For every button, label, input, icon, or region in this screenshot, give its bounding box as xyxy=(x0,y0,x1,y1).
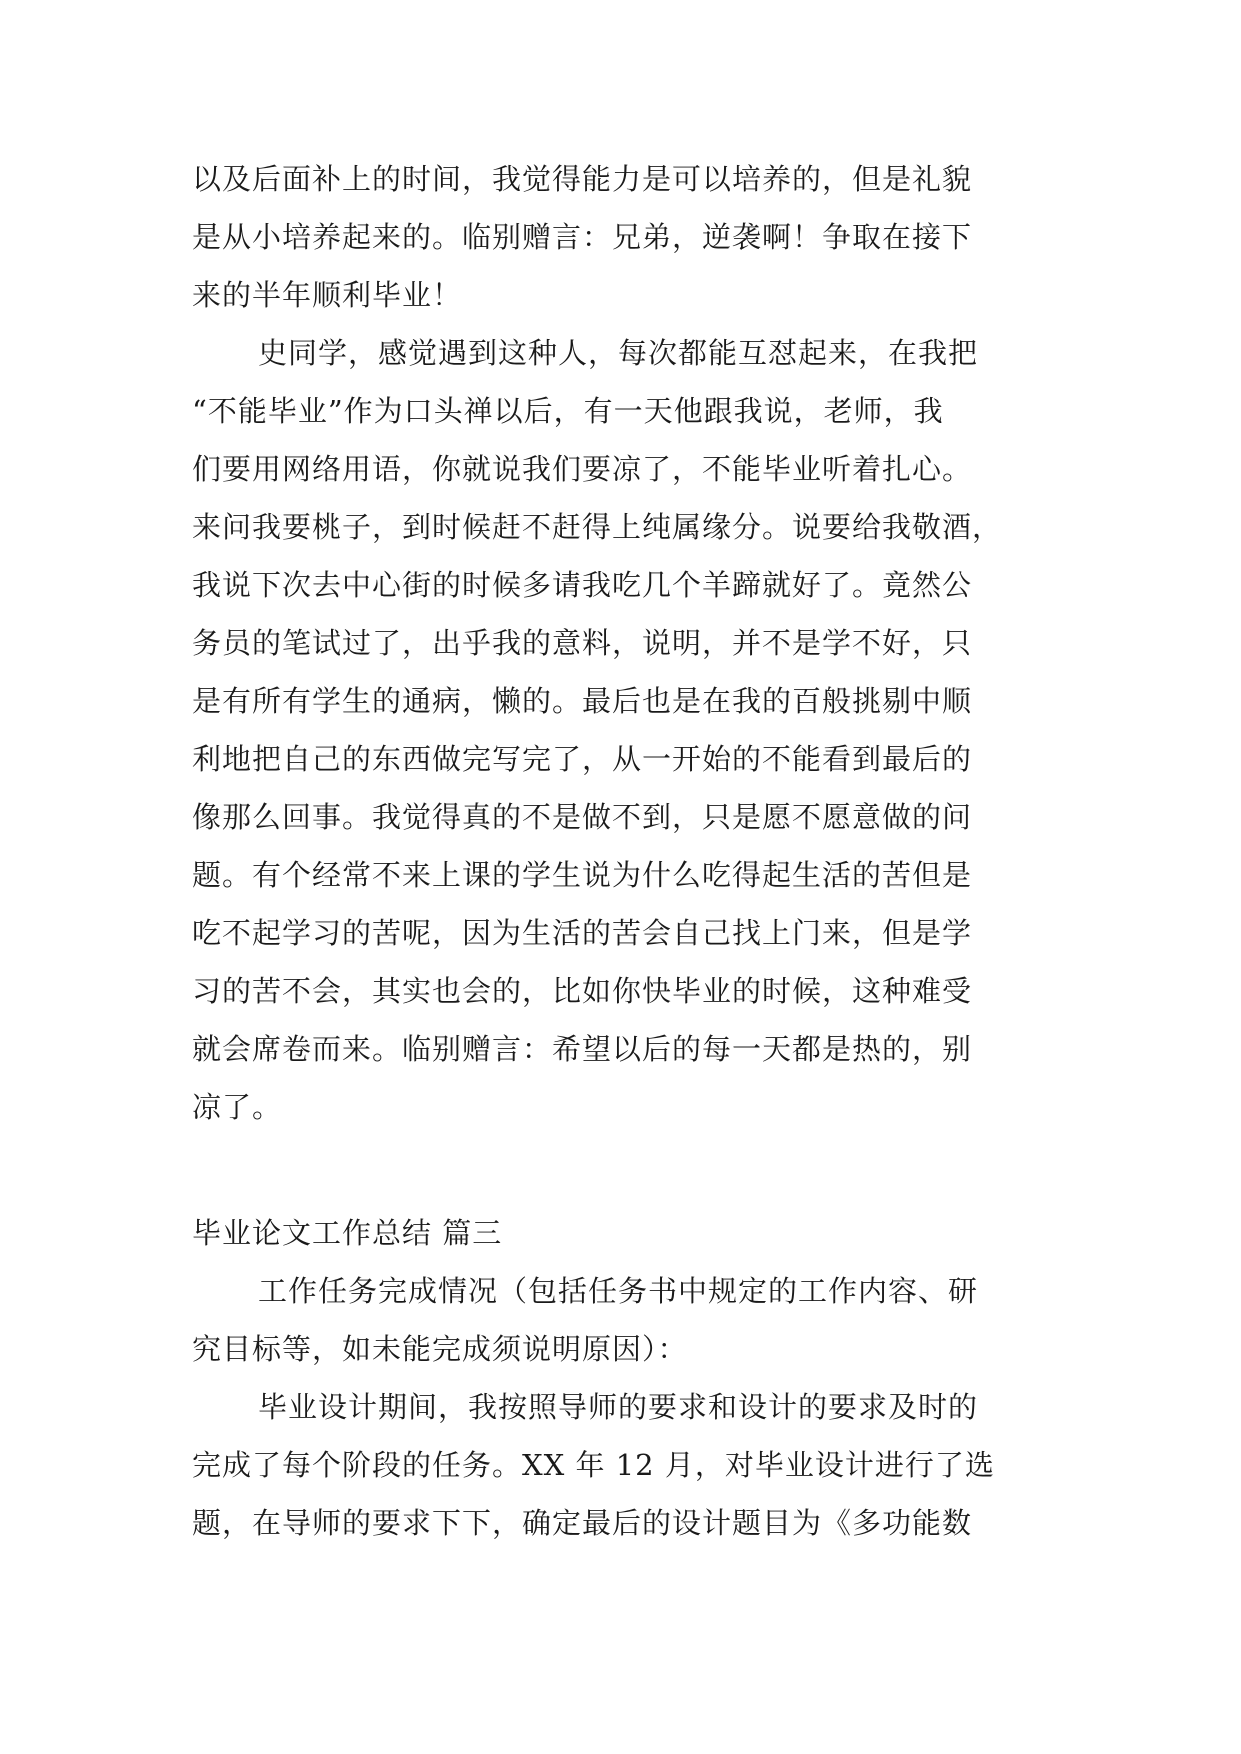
text-line: 完成了每个阶段的任务。XX 年 12 月，对毕业设计进行了选 xyxy=(192,1448,995,1482)
document-page xyxy=(192,150,1052,1552)
text-line: 题。有个经常不来上课的学生说为什么吃得起生活的苦但是 xyxy=(192,858,973,892)
text-line: 是有所有学生的通病，懒的。最后也是在我的百般挑剔中顺 xyxy=(192,684,973,718)
text-line: 题，在导师的要求下下，确定最后的设计题目为《多功能数 xyxy=(192,1506,973,1540)
text-line: 务员的笔试过了，出乎我的意料，说明，并不是学不好，只 xyxy=(192,626,973,660)
text-line: 史同学，感觉遇到这种人，每次都能互怼起来，在我把 xyxy=(258,336,979,370)
paragraph xyxy=(192,150,1052,324)
text-line: 我说下次去中心街的时候多请我吃几个羊蹄就好了。竟然公 xyxy=(192,568,973,602)
text-line: 就会席卷而来。临别赠言：希望以后的每一天都是热的，别 xyxy=(192,1032,973,1066)
text-line: 是从小培养起来的。临别赠言：兄弟，逆袭啊！争取在接下 xyxy=(192,220,973,254)
paragraph xyxy=(192,324,1052,1136)
text-line: 以及后面补上的时间，我觉得能力是可以培养的，但是礼貌 xyxy=(192,162,973,196)
text-line: 工作任务完成情况（包括任务书中规定的工作内容、研 xyxy=(258,1274,979,1308)
section-spacer xyxy=(192,1136,1052,1204)
text-line: 吃不起学习的苦呢，因为生活的苦会自己找上门来，但是学 xyxy=(192,916,973,950)
section-heading: 毕业论文工作总结 篇三 xyxy=(192,1216,503,1250)
text-line: 毕业设计期间，我按照导师的要求和设计的要求及时的 xyxy=(258,1390,979,1424)
text-line: 凉了。 xyxy=(192,1090,283,1124)
text-line: 来问我要桃子，到时候赶不赶得上纯属缘分。说要给我敬酒， xyxy=(192,510,1003,544)
text-line: “不能毕业”作为口头禅以后，有一天他跟我说，老师，我 xyxy=(192,394,944,428)
text-line: 究目标等，如未能完成须说明原因）： xyxy=(192,1332,688,1366)
text-line: 像那么回事。我觉得真的不是做不到，只是愿不愿意做的问 xyxy=(192,800,973,834)
text-line: 们要用网络用语，你就说我们要凉了，不能毕业听着扎心。 xyxy=(192,452,973,486)
text-line: 习的苦不会，其实也会的，比如你快毕业的时候，这种难受 xyxy=(192,974,973,1008)
paragraph xyxy=(192,1378,1052,1552)
paragraph xyxy=(192,1262,1052,1378)
text-line: 利地把自己的东西做完写完了，从一开始的不能看到最后的 xyxy=(192,742,973,776)
text-line: 来的半年顺利毕业！ xyxy=(192,278,463,312)
